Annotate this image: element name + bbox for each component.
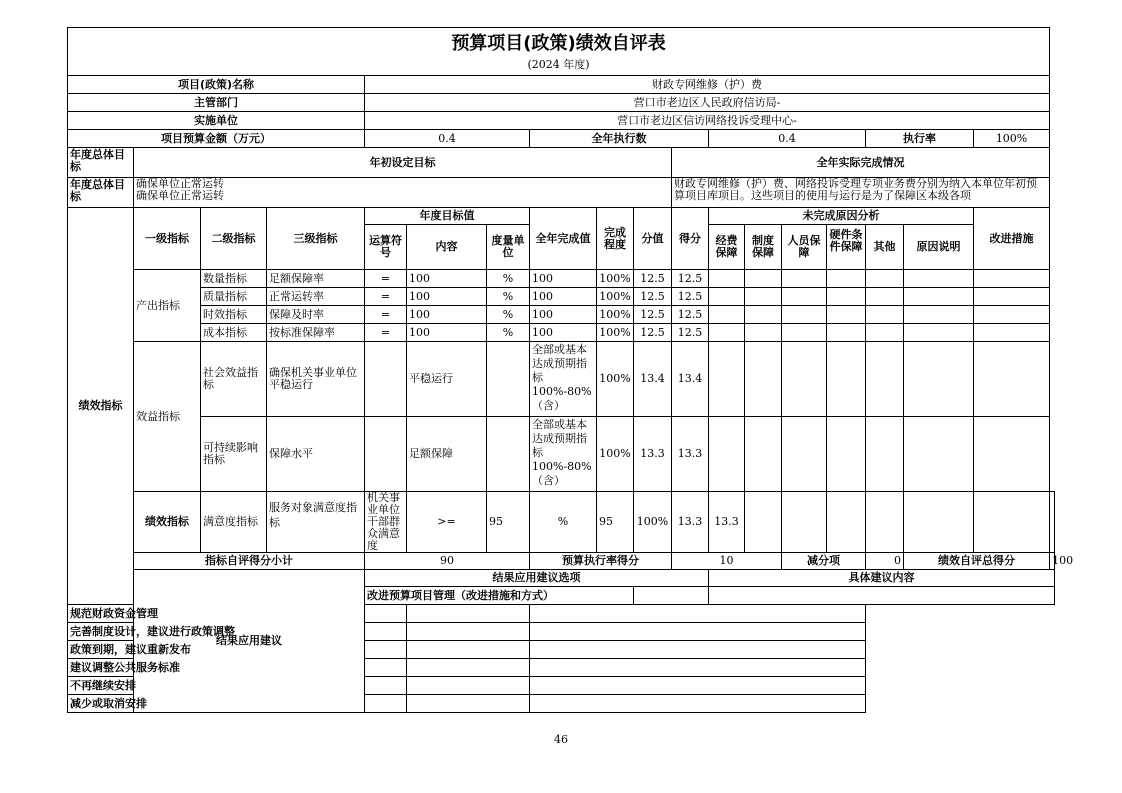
got-cell: 13.4 bbox=[672, 342, 709, 417]
col-degree: 完成程度 bbox=[597, 208, 634, 270]
score-cell: 13.4 bbox=[634, 342, 672, 417]
result-option: 改进预算项目管理（改进措施和方式） bbox=[365, 587, 634, 605]
l2-cell: 质量指标 bbox=[201, 288, 267, 306]
unit-cell: % bbox=[530, 492, 597, 553]
col-target: 年度目标值 bbox=[365, 208, 530, 225]
score-cell: 12.5 bbox=[634, 306, 672, 324]
list-item bbox=[68, 659, 1055, 677]
satisfaction-label: 满意度指标 bbox=[201, 492, 267, 553]
l2-cell: 成本指标 bbox=[201, 324, 267, 342]
result-content-header: 具体建议内容 bbox=[709, 570, 1055, 587]
l2-cell: 社会效益指标 bbox=[201, 342, 267, 417]
op-cell: >= bbox=[407, 492, 487, 553]
budget-label: 项目预算金额（万元） bbox=[68, 130, 365, 148]
result-option: 规范财政资金管理 bbox=[68, 605, 407, 623]
op-cell bbox=[365, 342, 407, 417]
col-reason: 未完成原因分析 bbox=[709, 208, 974, 225]
op-cell: = bbox=[365, 270, 407, 288]
table-row bbox=[68, 492, 1055, 553]
subtotal-label: 指标自评得分小计 bbox=[134, 553, 365, 570]
table-row bbox=[68, 288, 1055, 306]
l3-cell: 保障水平 bbox=[267, 417, 365, 492]
col-content: 内容 bbox=[407, 225, 487, 270]
unit: 营口市老边区信访网络投诉受理中心- bbox=[365, 112, 1050, 130]
l2-cell: 可持续影响指标 bbox=[201, 417, 267, 492]
table-row bbox=[68, 417, 1055, 492]
score-cell: 12.5 bbox=[634, 288, 672, 306]
output-label: 产出指标 bbox=[134, 270, 201, 342]
col-improve: 改进措施 bbox=[974, 208, 1050, 270]
col-r6: 原因说明 bbox=[904, 225, 974, 270]
op-cell bbox=[365, 417, 407, 492]
page-number: 46 bbox=[554, 733, 568, 746]
unit-cell bbox=[487, 342, 530, 417]
self-evaluation-sheet bbox=[67, 27, 1074, 713]
budget-rate-value: 10 bbox=[672, 553, 782, 570]
result-option: 建议调整公共服务标准 bbox=[68, 659, 407, 677]
col-level3: 三级指标 bbox=[267, 208, 365, 270]
l3-cell: 确保机关事业单位平稳运行 bbox=[267, 342, 365, 417]
col-unit: 度量单位 bbox=[487, 225, 530, 270]
l3-cell: 正常运转率 bbox=[267, 288, 365, 306]
col-score: 分值 bbox=[634, 208, 672, 270]
perf-indicator-label: 绩效指标 bbox=[68, 208, 134, 605]
budget-rate-label: 预算执行率得分 bbox=[530, 553, 672, 570]
goal-initial-text: 确保单位正常运转 确保单位正常运转 bbox=[134, 178, 672, 208]
l2-cell: 服务对象满意度指标 bbox=[267, 492, 365, 553]
page-year: (2024 年度) bbox=[527, 57, 590, 71]
l2-cell: 数量指标 bbox=[201, 270, 267, 288]
deduct-label: 减分项 bbox=[782, 553, 866, 570]
actual-cell: 100 bbox=[530, 324, 597, 342]
title-cell bbox=[68, 28, 1050, 76]
result-option: 完善制度设计，建议进行政策调整 bbox=[68, 623, 407, 641]
l3-cell: 保障及时率 bbox=[267, 306, 365, 324]
col-r4: 硬件条件保障 bbox=[827, 225, 866, 270]
list-item bbox=[68, 695, 1055, 713]
unit-cell: % bbox=[487, 288, 530, 306]
list-item bbox=[68, 605, 1055, 623]
actual-cell: 全部或基本达成预期指标100%-80%（含） bbox=[530, 417, 597, 492]
evaluation-table bbox=[67, 27, 1074, 713]
op-cell: = bbox=[365, 324, 407, 342]
content-cell: 100 bbox=[407, 288, 487, 306]
actual-cell: 95 bbox=[597, 492, 634, 553]
actual-cell: 100 bbox=[530, 306, 597, 324]
perf-indicator-label-2: 绩效指标 bbox=[134, 492, 201, 553]
got-cell: 12.5 bbox=[672, 270, 709, 288]
got-cell: 12.5 bbox=[672, 288, 709, 306]
goal-actual-text: 财政专网维修（护）费、网络投诉受理专项业务费分别为纳入本单位年初预算项目库项目。这些项目的使用与运行是为了保障区本级各项 bbox=[672, 178, 1050, 208]
goal-header-label: 年度总体目标 bbox=[68, 148, 134, 178]
exec-label: 全年执行数 bbox=[530, 130, 709, 148]
degree-cell: 100% bbox=[597, 306, 634, 324]
got-cell: 12.5 bbox=[672, 324, 709, 342]
content-cell: 100 bbox=[407, 324, 487, 342]
score-cell: 13.3 bbox=[672, 492, 709, 553]
page-title: 预算项目(政策)绩效自评表 bbox=[451, 32, 666, 54]
actual-cell: 100 bbox=[530, 270, 597, 288]
result-label: 结果应用建议 bbox=[134, 570, 365, 713]
table-row bbox=[68, 306, 1055, 324]
col-op: 运算符号 bbox=[365, 225, 407, 270]
goal-initial-label: 年初设定目标 bbox=[134, 148, 672, 178]
content-cell: 100 bbox=[407, 306, 487, 324]
rate-value: 100% bbox=[974, 130, 1050, 148]
score-cell: 13.3 bbox=[634, 417, 672, 492]
list-item bbox=[68, 677, 1055, 695]
content-cell: 95 bbox=[487, 492, 530, 553]
degree-cell: 100% bbox=[597, 270, 634, 288]
col-level2: 二级指标 bbox=[201, 208, 267, 270]
exec-value: 0.4 bbox=[709, 130, 866, 148]
op-cell: = bbox=[365, 306, 407, 324]
unit-cell: % bbox=[487, 270, 530, 288]
l3-cell: 足额保障率 bbox=[267, 270, 365, 288]
got-cell: 12.5 bbox=[672, 306, 709, 324]
result-option: 不再继续安排 bbox=[68, 677, 407, 695]
col-r1: 经费保障 bbox=[709, 225, 745, 270]
content-cell: 平稳运行 bbox=[407, 342, 487, 417]
actual-cell: 100 bbox=[530, 288, 597, 306]
l3-cell: 按标准保障率 bbox=[267, 324, 365, 342]
l2-cell: 时效指标 bbox=[201, 306, 267, 324]
total-label: 绩效自评总得分 bbox=[904, 553, 1050, 570]
actual-cell: 全部或基本达成预期指标100%-80%（含） bbox=[530, 342, 597, 417]
unit-cell: % bbox=[487, 324, 530, 342]
got-cell: 13.3 bbox=[672, 417, 709, 492]
got-cell: 13.3 bbox=[709, 492, 745, 553]
col-level1: 一级指标 bbox=[134, 208, 201, 270]
subtotal-value: 90 bbox=[365, 553, 530, 570]
op-cell: = bbox=[365, 288, 407, 306]
rate-label: 执行率 bbox=[866, 130, 974, 148]
unit-cell bbox=[487, 417, 530, 492]
col-r5: 其他 bbox=[866, 225, 904, 270]
project-name: 财政专网维修（护）费 bbox=[365, 76, 1050, 94]
goal-actual-label: 全年实际完成情况 bbox=[672, 148, 1050, 178]
result-option: 政策到期，建议重新发布 bbox=[68, 641, 407, 659]
dept: 营口市老边区人民政府信访局- bbox=[365, 94, 1050, 112]
col-r3: 人员保障 bbox=[782, 225, 827, 270]
benefit-label: 效益指标 bbox=[134, 342, 201, 492]
table-row bbox=[68, 342, 1055, 417]
col-r2: 制度保障 bbox=[745, 225, 782, 270]
deduct-value: 0 bbox=[866, 553, 904, 570]
unit-label: 实施单位 bbox=[68, 112, 365, 130]
content-cell: 100 bbox=[407, 270, 487, 288]
degree-cell: 100% bbox=[597, 288, 634, 306]
col-actual: 全年完成值 bbox=[530, 208, 597, 270]
degree-cell: 100% bbox=[634, 492, 672, 553]
result-options-header: 结果应用建议选项 bbox=[365, 570, 709, 587]
table-row bbox=[68, 270, 1055, 288]
degree-cell: 100% bbox=[597, 342, 634, 417]
degree-cell: 100% bbox=[597, 417, 634, 492]
project-name-label: 项目(政策)名称 bbox=[68, 76, 365, 94]
score-cell: 12.5 bbox=[634, 270, 672, 288]
dept-label: 主管部门 bbox=[68, 94, 365, 112]
table-row bbox=[68, 324, 1055, 342]
unit-cell: % bbox=[487, 306, 530, 324]
degree-cell: 100% bbox=[597, 324, 634, 342]
budget-value: 0.4 bbox=[365, 130, 530, 148]
score-cell: 12.5 bbox=[634, 324, 672, 342]
col-got: 得分 bbox=[672, 208, 709, 270]
content-cell: 足额保障 bbox=[407, 417, 487, 492]
goal-row-label: 年度总体目标 bbox=[68, 178, 134, 208]
total-value: 100 bbox=[1050, 553, 1055, 570]
result-option: 减少或取消安排 bbox=[68, 695, 407, 713]
l3-cell: 机关事业单位干部群众满意度 bbox=[365, 492, 407, 553]
